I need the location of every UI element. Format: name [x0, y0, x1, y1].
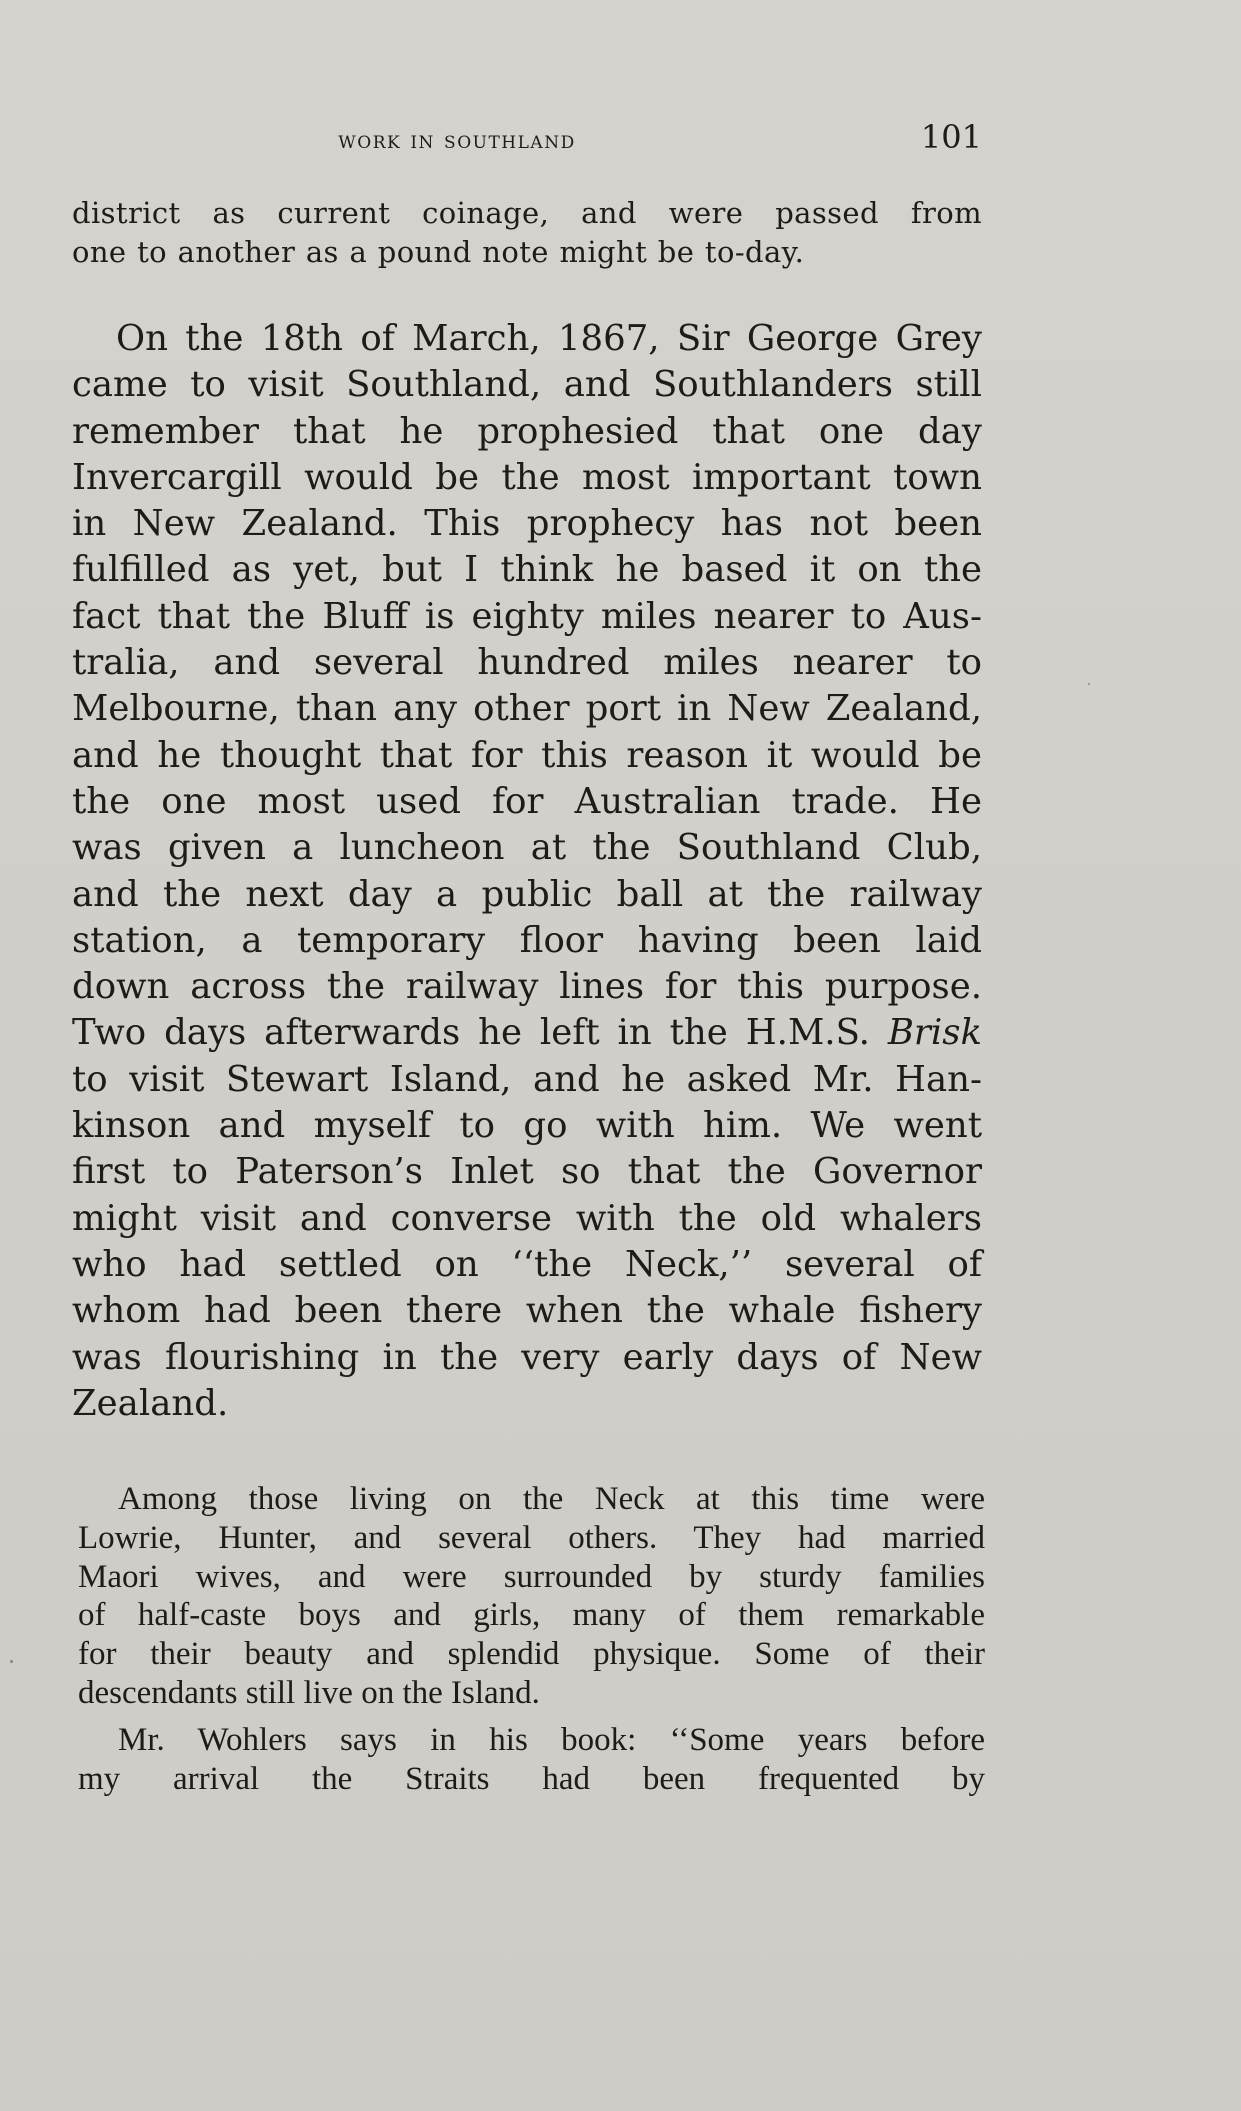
text-line: whom had been there when the whale fishery: [72, 1290, 982, 1332]
text-line: fact that the Bluff is eighty miles nearer to Aus-: [72, 595, 982, 637]
text-line: Zealand.: [72, 1382, 229, 1424]
page-number: 101: [920, 118, 982, 156]
text-line: Maori wives, and were surrounded by sturdy families: [78, 1558, 985, 1595]
text-line: down across the railway lines for this purpose.: [72, 966, 982, 1008]
text-line: who had settled on ‘‘the Neck,’’ several of: [72, 1243, 982, 1285]
text-line: of half-caste boys and girls, many of them remarkable: [78, 1597, 985, 1634]
text-line: Mr. Wohlers says in his book: ‘‘Some years before: [118, 1722, 985, 1758]
text-line: descendants still live on the Island.: [78, 1674, 540, 1711]
text-line-ship: [72, 1010, 982, 1056]
paragraph-continued: [72, 194, 982, 272]
ship-name: Brisk: [887, 1012, 982, 1054]
text-line: and he thought that for this reason it would be: [72, 734, 982, 776]
text-line: kinson and myself to go with him. We went: [72, 1105, 982, 1147]
text-line: the one most used for Australian trade. He: [72, 780, 982, 822]
running-head: [72, 118, 982, 158]
text-line: came to visit Southland, and Southlanders still: [72, 364, 982, 406]
text-line: Melbourne, than any other port in New Zealand,: [72, 688, 982, 730]
text-line: Invercargill would be the most important town: [72, 456, 982, 498]
paragraph-wohlers-quote: [78, 1721, 985, 1799]
text-line: station, a temporary floor having been laid: [72, 919, 982, 961]
text-line: one to another as a pound note might be to-day.: [72, 235, 805, 269]
text-line: in New Zealand. This prophecy has not been: [72, 503, 982, 545]
paragraph-grey-visit: [72, 316, 982, 1427]
text-line: to visit Stewart Island, and he asked Mr. Han-: [72, 1058, 982, 1100]
text-line: On the 18th of March, 1867, Sir George Grey: [116, 318, 982, 359]
text-line: might visit and converse with the old whalers: [72, 1197, 982, 1239]
text-line: and the next day a public ball at the railway: [72, 873, 982, 915]
text-line: district as current coinage, and were passed from: [72, 196, 982, 230]
text-line: was flourishing in the very early days of New: [72, 1336, 982, 1378]
text-line: tralia, and several hundred miles nearer to: [72, 642, 982, 684]
paper-speck: [1088, 683, 1090, 685]
text-line: was given a luncheon at the Southland Club,: [72, 827, 982, 869]
paragraph-neck-residents: [78, 1480, 985, 1713]
paper-speck: [10, 1660, 13, 1663]
text-line: first to Paterson’s Inlet so that the Governor: [72, 1151, 982, 1193]
text-line: Lowrie, Hunter, and several others. They had married: [78, 1519, 985, 1556]
text-line: my arrival the Straits had been frequented by: [78, 1760, 985, 1797]
text-line: fulfilled as yet, but I think he based it on the: [72, 549, 982, 591]
text-line: Among those living on the Neck at this time were: [118, 1481, 985, 1517]
chapter-running-title: work in southland: [338, 126, 576, 154]
text-line: for their beauty and splendid physique. Some of their: [78, 1636, 985, 1673]
text-line: remember that he prophesied that one day: [72, 410, 982, 452]
text-fragment: Two days afterwards he left in the H.M.S.: [72, 1012, 888, 1054]
